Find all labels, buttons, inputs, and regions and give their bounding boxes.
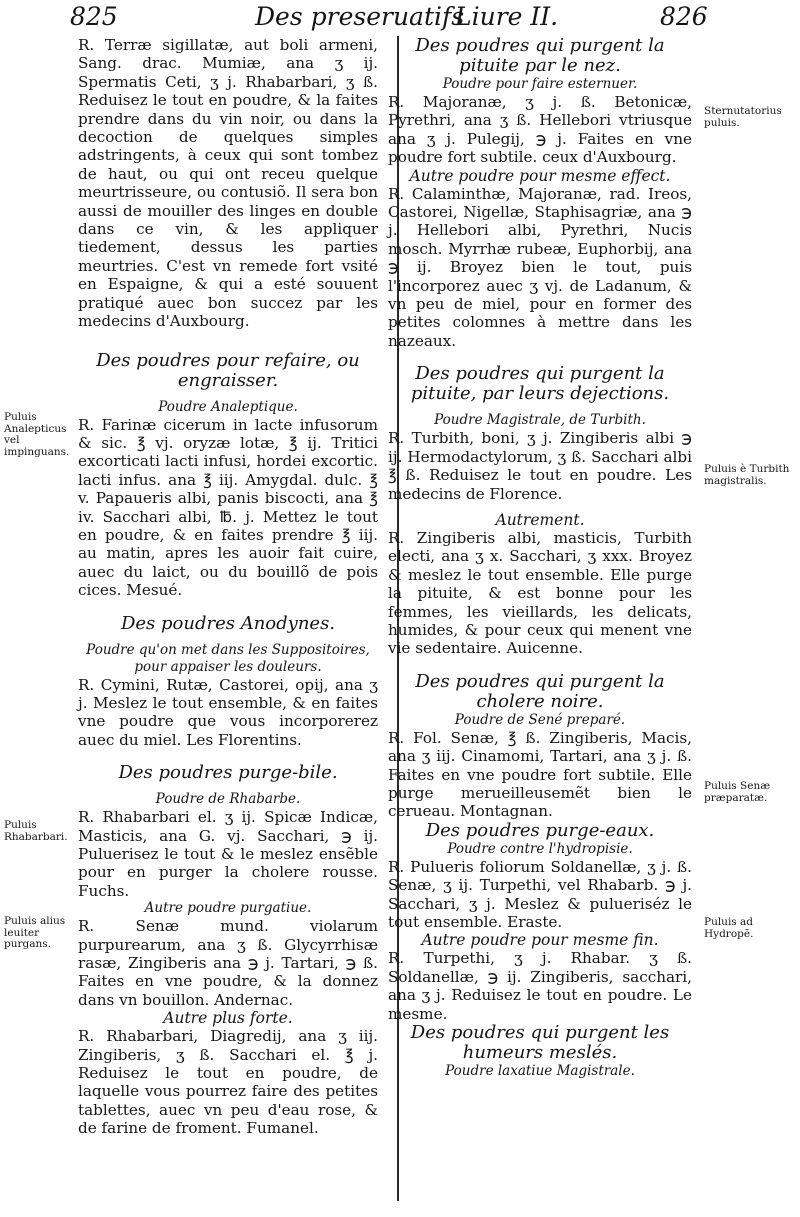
running-header [70,2,750,34]
subheading: Autre poudre purgatiue. [144,900,312,917]
section-heading: Des poudres purge-eaux. [425,819,655,841]
left-column [78,36,378,1138]
paragraph: R. Farinæ cicerum in lacte infusorum & sic. ℥ vj. oryzæ lotæ, ℥ ij. Tritici excorticati lacti infusi, hordei excortic. lacti infus. ana ℥ iij. Amygdal. dulc. ℥ v. Papaueris albi, panis biscocti, ana ℥ iv. Sacchari albi, ℔. j. Mettez le tout en poudre, & en faites prendre ℥ iij. au matin, apres les auoir fait cuire, auec du laict, ou du bouillõ de pois cices. Mesué. [78,415,378,600]
margin-note: Puluis Rhabarbari. [4,819,68,843]
subheading: Poudre de Rhabarbe. [155,791,301,808]
margin-note: Puluis è Turbith magistralis. [704,463,790,487]
paragraph: R. Majoranæ, ʒ j. ß. Betonicæ, Pyrethri, ana ʒ ß. Hellebori vtriusque ana ʒ j. Pulegij, ℈ j. Faites en vne poudre fort subtile. ceux d'Auxbourg. [388,93,692,167]
margin-note: Puluis Analepticus vel impinguans. [4,411,70,458]
paragraph: R. Calaminthæ, Majoranæ, rad. Ireos, Castorei, Nigellæ, Staphisagriæ, ana ℈ j. Hellebori albi, Pyrethri, Nucis mosch. Myrrhæ rubeæ, Euphorbij, ana ℈ ij. Broyez bien le tout, puis l'incorporez auec ʒ vj. de Ladanum, & vn peu de miel, pour en former des petites colomnes à mettre dans les nazeaux. [388,184,692,350]
subheading: Poudre contre l'hydropisie. [447,840,633,857]
subheading: Poudre Magistrale, de Turbith. [434,412,646,429]
subheading: Poudre de Sené preparé. [454,711,626,728]
section-heading: Des poudres Anodynes. [120,612,336,634]
subheading: Autre poudre pour mesme fin. [421,931,659,950]
paragraph: R. Cymini, Rutæ, Castorei, opij, ana ʒ j. Meslez le tout ensemble, & en faites vne poudre que vous incorporerez auec du miel. Les Florentins. [78,675,378,749]
subheading: Poudre laxatiue Magistrale. [445,1063,635,1080]
margin-note: Puluis ad Hydropẽ. [704,916,754,940]
margin-note: Puluis alius leuiter purgans. [4,915,66,950]
paragraph: R. Rhabarbari, Diagredij, ana ʒ iij. Zingiberis, ʒ ß. Sacchari el. ℥ j. Reduisez le tout en poudre, de laquelle vous pourrez faire des petites tablettes, auec vn peu d'eau rose, & de farine de froment. Fumanel. [78,1027,378,1138]
paragraph: R. Terræ sigillatæ, aut boli armeni, Sang. drac. Mumiæ, ana ʒ ij. Spermatis Ceti, ʒ j. Rhabarbari, ʒ ß. Reduisez le tout en poudre, & la faites prendre dans du vin noir, ou dans la decoction de quelques simples adstringents, à ceux qui sont tombez de haut, ou qui ont receu quelque meurtrisseure, ou contusiõ. Il sera bon aussi de mouiller des linges en double dans ce vin, & les appliquer tiedement, dessus les parties meurtries. C'est vn remede fort vsité en Espaigne, & qui a esté souuent pratiqué auec bon succez par les medecins d'Auxbourg. [78,36,378,331]
section-heading: Des poudres qui purgent les humeurs meslés. [410,1022,670,1064]
paragraph: R. Fol. Senæ, ℥ ß. Zingiberis, Macis, ana ʒ iij. Cinamomi, Tartari, ana ʒ j. ß. Faites en vne poudre fort subtile. Elle purge merueilleusemẽt bien le cerueau. Montagnan. [388,728,692,821]
subheading: Autre plus forte. [163,1009,293,1028]
section-heading: Des poudres qui purgent la pituite, par leurs dejections. [410,363,670,405]
paragraph: R. Rhabarbari el. ʒ ij. Spicæ Indicæ, Masticis, ana G. vj. Sacchari, ℈ ij. Puluerisez le tout & le meslez ensẽble pour en purger la cholere rousse. Fuchs. [78,808,378,900]
section-heading: Des poudres pour refaire, ou engraisser. [96,349,360,391]
subheading: Poudre Analeptique. [158,398,298,415]
subheading: Autre poudre pour mesme effect. [409,166,671,185]
section-heading: Des poudres qui purgent la cholere noire. [415,670,665,712]
paragraph: R. Pulueris foliorum Soldanellæ, ʒ j. ß. Senæ, ʒ ij. Turpethi, vel Rhabarb. ℈ j. Sacchari, ʒ j. Meslez & pulueriséz le tout ensemble. Eraste. [388,857,692,931]
subheading: Poudre pour faire esternuer. [442,76,638,92]
paragraph: R. Senæ mund. violarum purpurearum, ana ʒ ß. Glycyrrhisæ rasæ, Zingiberis ana ℈ j. Tartari, ℈ ß. Faites en vne poudre, & la donnez dans vn bouillon. Andernac. [78,917,378,1009]
subheading: Autrement. [495,510,585,529]
paragraph: R. Turbith, boni, ʒ j. Zingiberis albi ℈ ij. Hermodactylorum, ʒ ß. Sacchari albi ℥ ß. Reduisez le tout en poudre. Les medecins de Florence. [388,429,692,503]
section-heading: Des poudres purge-bile. [118,762,338,784]
page-number-right: 826 [660,2,708,31]
page-number-left: 825 [70,2,118,31]
book-label: Liure II. [455,2,559,31]
subheading: Poudre qu'on met dans les Suppositoires, pour appaiser les douleurs. [86,641,370,675]
margin-note: Puluis Senæ præparatæ. [704,780,771,804]
section-heading: Des poudres qui purgent la pituite par le nez. [415,35,665,76]
paragraph: R. Turpethi, ʒ j. Rhabar. ʒ ß. Soldanellæ, ℈ ij. Zingiberis, sacchari, ana ʒ j. Reduisez le tout en poudre. Le mesme. [388,949,692,1023]
right-column [388,36,692,1080]
running-title: Des preseruatifs [255,2,465,31]
paragraph: R. Zingiberis albi, masticis, Turbith electi, ana ʒ x. Sacchari, ʒ xxx. Broyez & meslez le tout ensemble. Elle purge la pituite, & est bonne pour les femmes, les vieillards, les delicats, humides, & pour ceux qui menent vne vie sedentaire. Auicenne. [388,528,692,658]
margin-note: Sternutatorius puluis. [704,105,782,129]
